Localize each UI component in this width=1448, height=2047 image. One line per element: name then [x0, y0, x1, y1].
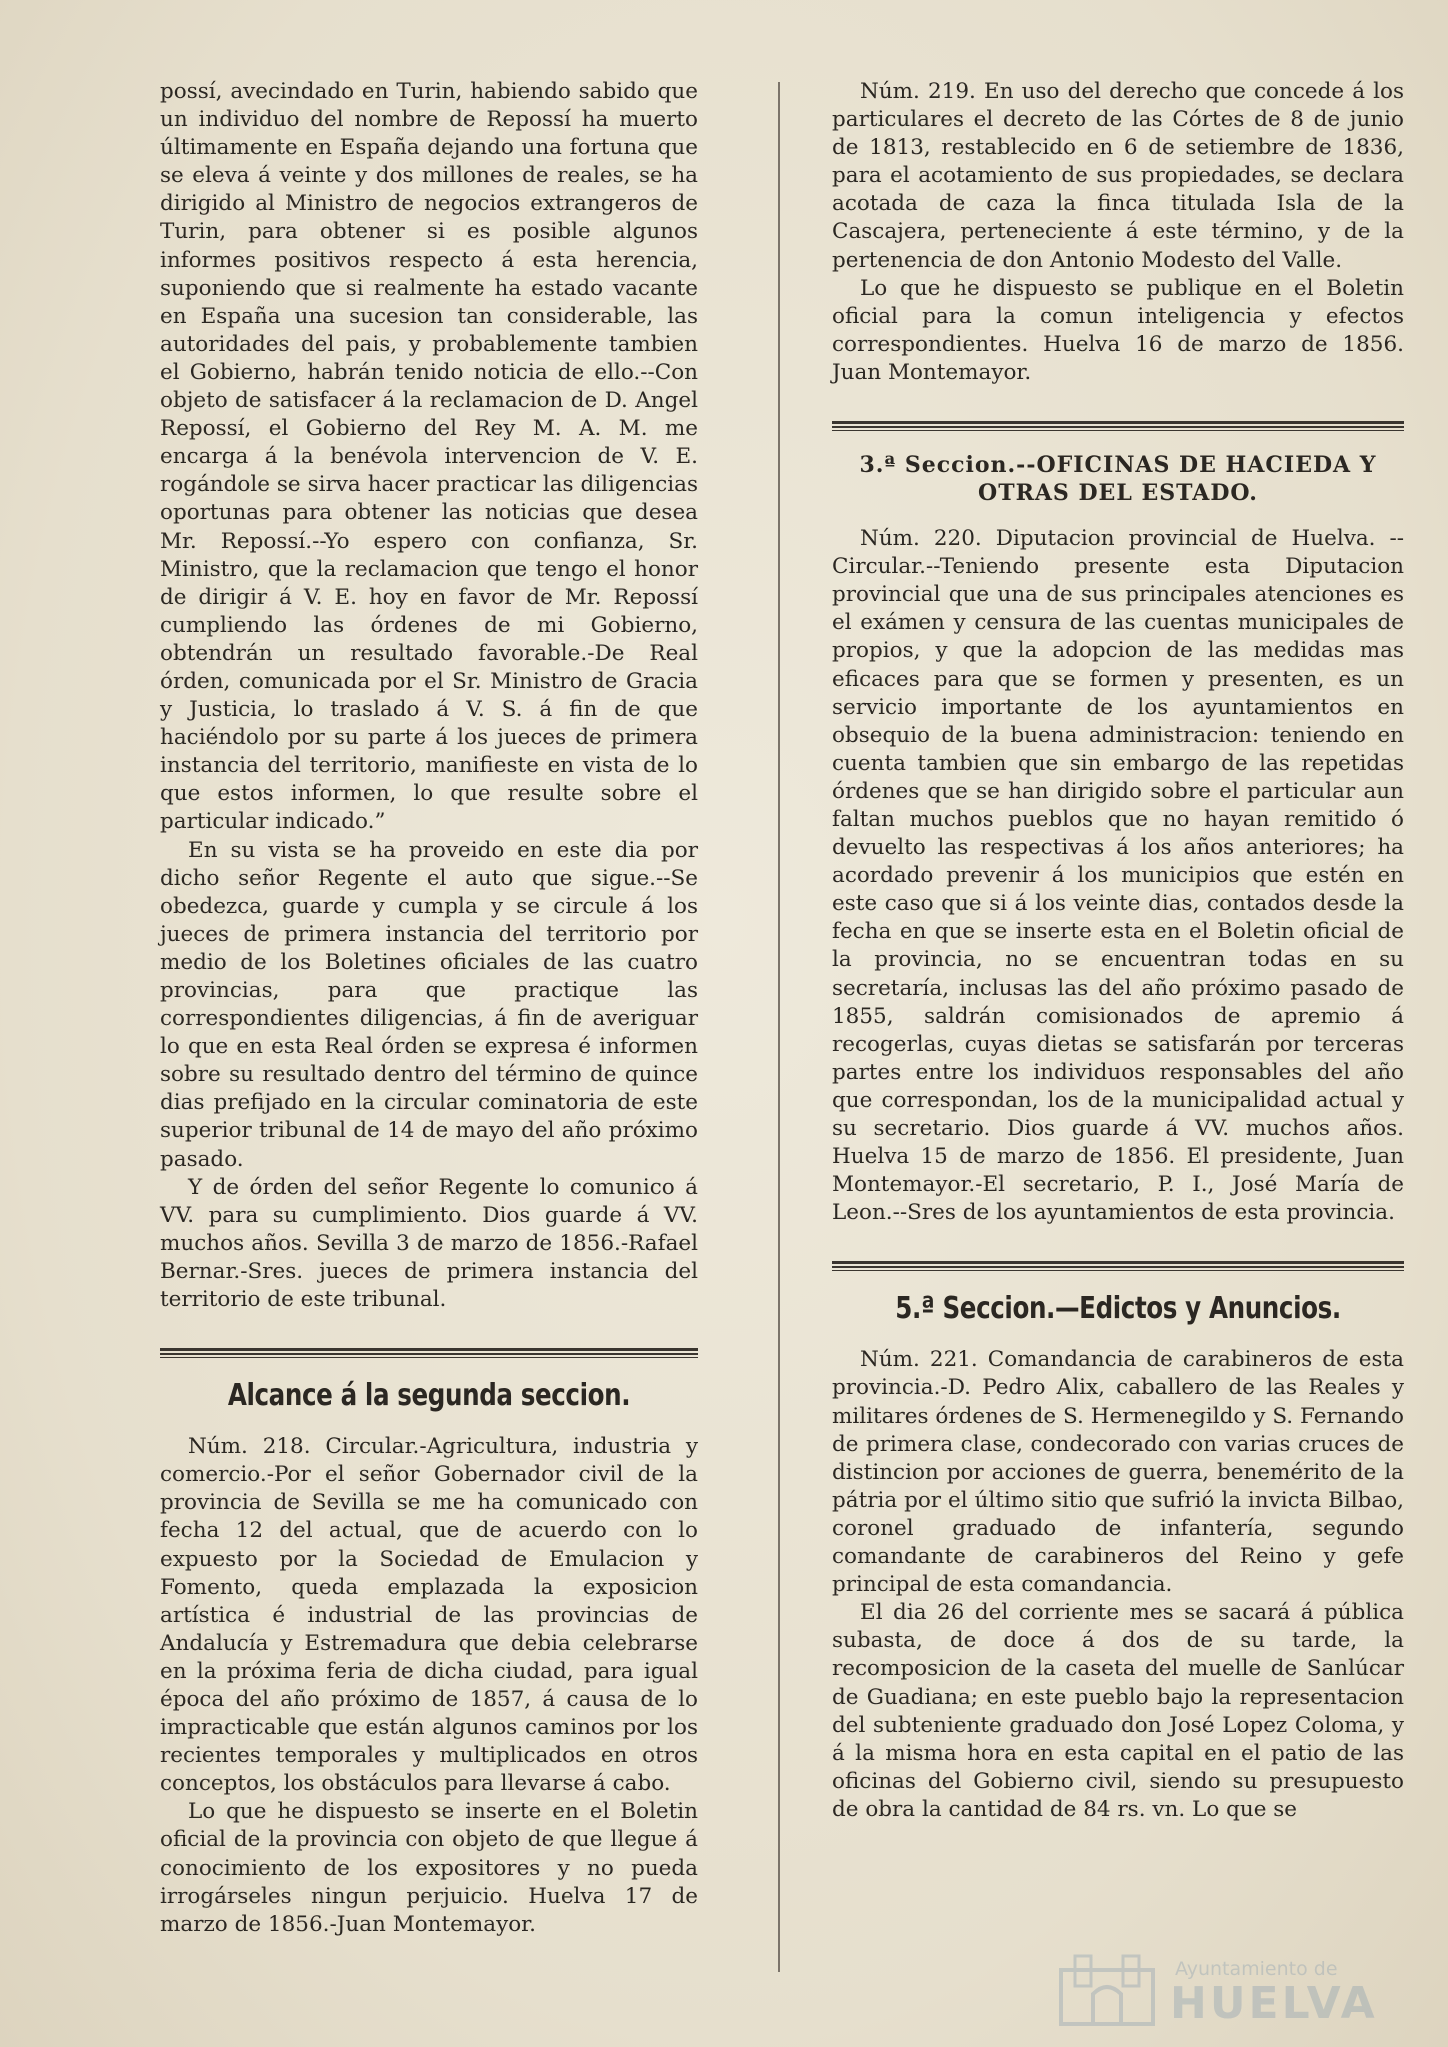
watermark-line: Ayuntamiento de [1175, 1958, 1338, 1980]
city-logo-icon [1055, 1950, 1160, 2028]
section-title-line: 3.ª Seccion.--OFICINAS DE HACIEDA Y [859, 452, 1377, 479]
column-divider [778, 82, 780, 1972]
left-column [160, 78, 698, 1939]
paragraph: Núm. 218. Circular.-Agricultura, industria y comercio.-Por el señor Gobernador civil de la provincia de Sevilla se me ha comunicado con fecha 12 del actual, que de acuerdo con lo expuesto por la Sociedad de Emulacion y Fomento, queda emplazada la exposicion artística é industrial de las provincias de Andalucía y Estremadura que debia celebrarse en la próxima feria de dicha ciudad, para igual época del año próximo de 1857, á causa de lo impracticable que están algunos caminos por los recientes temporales y multiplicados en otros conceptos, los obstáculos para llevarse á cabo. [160, 1434, 698, 1797]
section-rule [160, 1348, 698, 1358]
watermark-line: HUELVA [1170, 1978, 1378, 2029]
section-rule [832, 1261, 1404, 1271]
watermark [1050, 1950, 1380, 2030]
paragraph: Y de órden del señor Regente lo comunico á VV. para su cumplimiento. Dios guarde á VV. muchos años. Sevilla 3 de marzo de 1856.-Rafael Bernar.-Sres. jueces de primera instancia del territorio de este tribunal. [160, 1174, 698, 1313]
paragraph: El dia 26 del corriente mes se sacará á pública subasta, de doce á dos de su tarde, la recomposicion de la caseta del muelle de Sanlúcar de Guadiana; en este pueblo bajo la representacion del subteniente graduado don José Lopez Coloma, y á la misma hora en esta capital en el patio de las oficinas del Gobierno civil, siendo su presupuesto de obra la cantidad de 84 rs. vn. Lo que se [832, 1600, 1404, 1822]
paragraph: Núm. 219. En uso del derecho que concede á los particulares el decreto de las Córtes de 8 de junio de 1813, restablecido en 6 de setiembre de 1836, para el acotamiento de sus propiedades, se declara acotada de caza la finca titulada Isla de la Cascajera, perteneciente á este término, y de la pertenencia de don Antonio Modesto del Valle. [832, 79, 1404, 273]
section-title-line: OTRAS DEL ESTADO. [978, 480, 1258, 507]
paragraph: possí, avecindado en Turin, habiendo sabido que un individuo del nombre de Repossí ha muerto últimamente en España dejando una fortuna que se eleva á veinte y dos millones de reales, se ha dirigido al Ministro de negocios extrangeros de Turin, para obtener si es posible algunos informes positivos respecto á esta herencia, suponiendo que si realmente ha estado vacante en España una sucesion tan considerable, las autoridades del pais, y probablemente tambien el Gobierno, habrán tenido noticia de ello.--Con objeto de satisfacer á la reclamacion de D. Angel Repossí, el Gobierno del Rey M. A. M. me encarga á la benévola intervencion de V. E. rogándole se sirva hacer practicar las diligencias oportunas para obtener las noticias que desea Mr. Repossí.--Yo espero con confianza, Sr. Ministro, que la reclamacion que tengo el honor de dirigir á V. E. hoy en favor de Mr. Repossí cumpliendo las órdenes de mi Gobierno, obtendrán un resultado favorable.-De Real órden, comunicada por el Sr. Ministro de Gracia y Justicia, lo traslado á V. S. á fin de que haciéndolo por su parte á los jueces de primera instancia del territorio, manifieste en vista de lo que estos informen, lo que resulte sobre el particular indicado.” [160, 79, 698, 835]
right-column [832, 78, 1404, 1824]
section-rule [832, 421, 1404, 431]
paragraph: Núm. 220. Diputacion provincial de Huelva. --Circular.--Teniendo presente esta Diputacion provincial que una de sus principales atenciones es el exámen y censura de las cuentas municipales de propios, y que la adopcion de las medidas mas eficaces para que se formen y presenten, es un servicio importante de los ayuntamientos en obsequio de la buena administracion: teniendo en cuenta tambien que sin embargo de las repetidas órdenes que se han dirigido sobre el particular aun faltan muchos pueblos que no hayan remitido ó devuelto las respectivas á los años anteriores; ha acordado prevenir á los municipios que estén en este caso que si á los veinte dias, contados desde la fecha en que se inserte esta en el Boletin oficial de la provincia, no se encuentran todas en su secretaría, inclusas las del año próximo pasado de 1855, saldrán comisionados de apremio á recogerlas, cuyas dietas se satisfarán por terceras partes entre los individuos responsables del año que correspondan, los de la municipalidad actual y su secretario. Dios guarde á VV. muchos años. Huelva 15 de marzo de 1856. El presidente, Juan Montemayor.-El secretario, P. I., José María de Leon.--Sres de los ayuntamientos de esta provincia. [832, 526, 1404, 1226]
paragraph: Núm. 221. Comandancia de carabineros de esta provincia.-D. Pedro Alix, caballero de las Reales y militares órdenes de S. Hermenegildo y S. Fernando de primera clase, condecorado con varias cruces de distincion por acciones de guerra, benemérito de la pátria por el último sitio que sufrió la invicta Bilbao, coronel graduado de infantería, segundo comandante de carabineros del Reino y gefe principal de esta comandancia. [832, 1347, 1404, 1598]
paragraph: Lo que he dispuesto se publique en el Boletin oficial para la comun inteligencia y efectos correspondientes. Huelva 16 de marzo de 1856. Juan Montemayor. [832, 275, 1404, 385]
paragraph: Lo que he dispuesto se inserte en el Boletin oficial de la provincia con objeto de que llegue á conocimiento de los expositores y no pueda irrogárseles ningun perjuicio. Huelva 17 de marzo de 1856.-Juan Montemayor. [160, 1799, 698, 1937]
section-title: Alcance á la segunda seccion. [227, 1378, 631, 1414]
paragraph: En su vista se ha proveido en este dia por dicho señor Regente el auto que sigue.--Se obedezca, guarde y cumpla y se circule á los jueces de primera instancia del territorio por medio de los Boletines oficiales de las cuatro provincias, para que practique las correspondientes diligencias, á fin de averiguar lo que en esta Real órden se expresa é informen sobre su resultado dentro del término de quince dias prefijado en la circular cominatoria de este superior tribunal de 14 de mayo del año próximo pasado. [160, 837, 698, 1172]
section-title: 5.ª Seccion.—Edictos y Anuncios. [895, 1291, 1341, 1327]
section-title [832, 451, 1404, 507]
